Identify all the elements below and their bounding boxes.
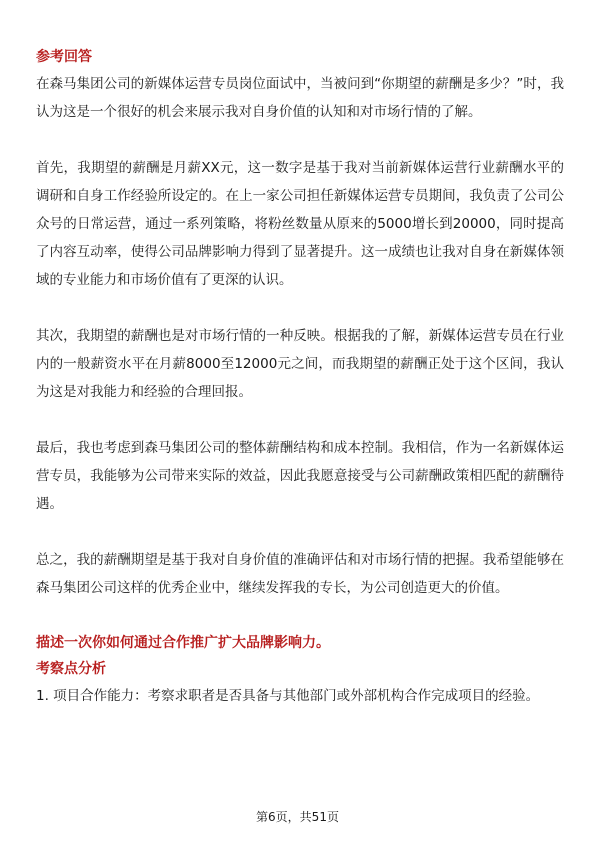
page-content bbox=[36, 44, 564, 710]
answer-paragraph-first: 首先，我期望的薪酬是月薪XX元，这一数字是基于我对当前新媒体运营行业薪酬水平的调研和自身工作经验所设定的。在上一家公司担任新媒体运营专员期间，我负责了公司公众号的日常运营，通过一系列策略，将粉丝数量从原来的5000增长到20000，同时提高了内容互动率，使得公司品牌影响力得到了显著提升。这一成绩也让我对自身在新媒体领域的专业能力和市场价值有了更深的认识。 bbox=[36, 160, 564, 288]
page-number: 第6页，共51页 bbox=[256, 810, 339, 824]
answer-paragraph-conclusion: 总之，我的薪酬期望是基于我对自身价值的准确评估和对市场行情的把握。我希望能够在森马集团公司这样的优秀企业中，继续发挥我的专长，为公司创造更大的价值。 bbox=[36, 552, 564, 596]
answer-paragraph-second: 其次，我期望的薪酬也是对市场行情的一种反映。根据我的了解，新媒体运营专员在行业内的一般薪资水平在月薪8000至12000元之间，而我期望的薪酬正处于这个区间，我认为这是对我能力和经验的合理回报。 bbox=[36, 328, 564, 400]
answer-heading: 参考回答 bbox=[36, 49, 92, 65]
question-heading: 描述一次你如何通过合作推广扩大品牌影响力。 bbox=[36, 635, 330, 651]
answer-paragraph-intro: 在森马集团公司的新媒体运营专员岗位面试中，当被问到“你期望的薪酬是多少？”时，我认为这是一个很好的机会来展示我对自身价值的认知和对市场行情的了解。 bbox=[36, 76, 564, 120]
analysis-item: 1. 项目合作能力：考察求职者是否具备与其他部门或外部机构合作完成项目的经验。 bbox=[36, 688, 540, 704]
analysis-heading: 考察点分析 bbox=[36, 661, 106, 677]
answer-paragraph-third: 最后，我也考虑到森马集团公司的整体薪酬结构和成本控制。我相信，作为一名新媒体运营专员，我能够为公司带来实际的效益，因此我愿意接受与公司薪酬政策相匹配的薪酬待遇。 bbox=[36, 440, 564, 512]
